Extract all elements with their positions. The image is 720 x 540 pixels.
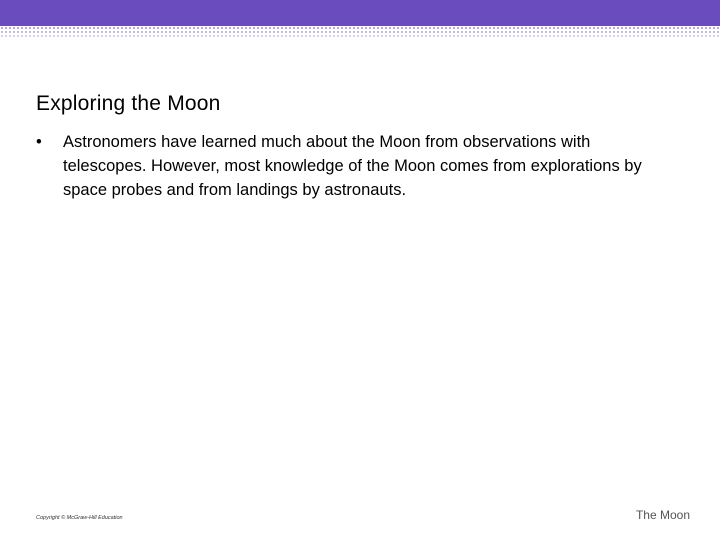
bullet-item — [36, 130, 656, 202]
bullet-text: Astronomers have learned much about the Moon from observations with telescopes. However, most knowledge of the Moon comes from explorations by space probes and from landings by astronauts. — [63, 133, 642, 199]
chapter-label: The Moon — [635, 508, 690, 522]
dotted-band-fade — [0, 26, 720, 38]
slide-title: Exploring the Moon — [36, 92, 221, 115]
bullet-dot-icon: • — [36, 133, 42, 151]
copyright-notice: Copyright © McGraw-Hill Education — [36, 515, 123, 521]
bullet-list — [36, 130, 656, 202]
header-bar — [0, 0, 720, 26]
